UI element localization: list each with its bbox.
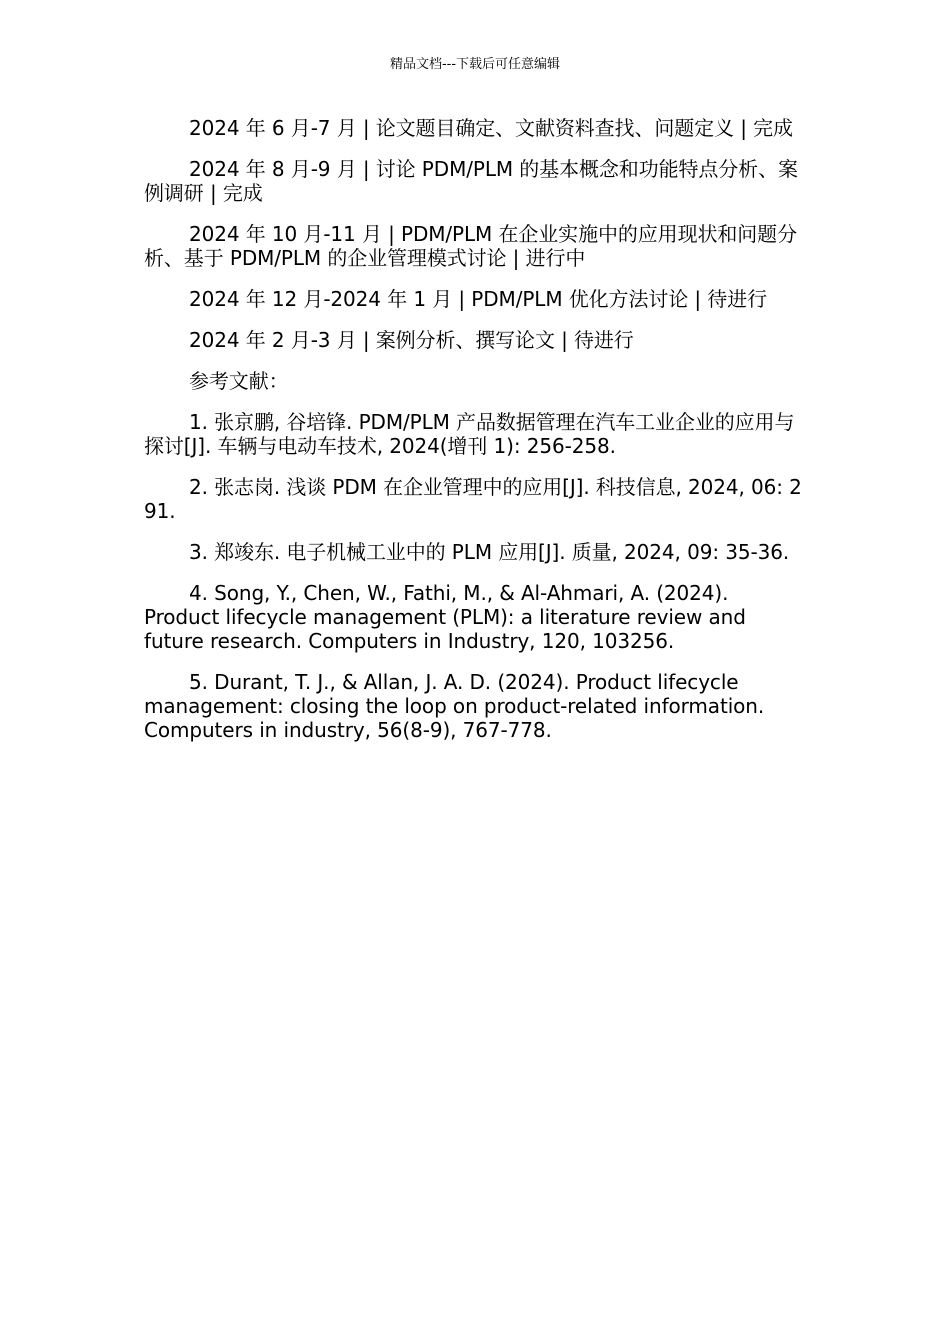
page-header-watermark: 精品文档---下载后可任意编辑 bbox=[389, 57, 561, 72]
reference-item-5: 5. Durant, T. J., & Allan, J. A. D. (2024). Product lifecycle management: closing the loop on product-related information. Computers in industry, 56(8-9), 767-778. bbox=[144, 670, 765, 742]
reference-item-3: 3. 郑竣东. 电子机械工业中的 PLM 应用[J]. 质量, 2024, 09: 35-36. bbox=[189, 540, 790, 564]
schedule-item-3: 2024 年 10 月-11 月 | PDM/PLM 在企业实施中的应用现状和问题分析、基于 PDM/PLM 的企业管理模式讨论 | 进行中 bbox=[144, 222, 797, 270]
schedule-item-2: 2024 年 8 月-9 月 | 讨论 PDM/PLM 的基本概念和功能特点分析、案例调研 | 完成 bbox=[144, 157, 798, 205]
schedule-item-1: 2024 年 6 月-7 月 | 论文题目确定、文献资料查找、问题定义 | 完成 bbox=[189, 116, 793, 140]
reference-item-1: 1. 张京鹏, 谷培锋. PDM/PLM 产品数据管理在汽车工业企业的应用与探讨[J]. 车辆与电动车技术, 2024(增刊 1): 256-258. bbox=[144, 410, 795, 458]
schedule-item-5: 2024 年 2 月-3 月 | 案例分析、撰写论文 | 待进行 bbox=[189, 328, 634, 352]
reference-item-2: 2. 张志岗. 浅谈 PDM 在企业管理中的应用[J]. 科技信息, 2024, 06: 291. bbox=[144, 475, 802, 523]
references-heading: 参考文献： bbox=[189, 369, 289, 393]
reference-item-4: 4. Song, Y., Chen, W., Fathi, M., & Al-Ahmari, A. (2024). Product lifecycle management (PLM): a literature review and future research. Computers in Industry, 120, 103256. bbox=[144, 581, 746, 653]
document-body bbox=[144, 116, 808, 759]
schedule-item-4: 2024 年 12 月-2024 年 1 月 | PDM/PLM 优化方法讨论 | 待进行 bbox=[189, 287, 768, 311]
